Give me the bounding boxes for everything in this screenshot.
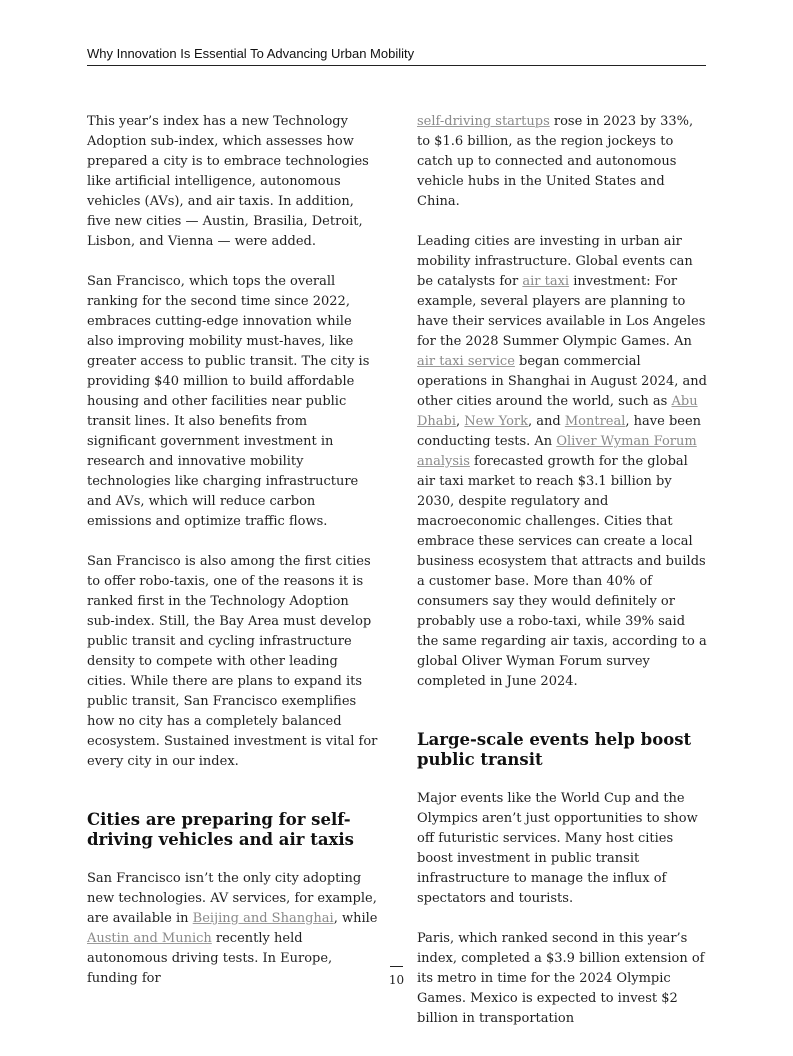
link-beijing-shanghai[interactable]: Beijing and Shanghai [192, 911, 334, 926]
paragraph: Paris, which ranked second in this year’s index, completed a $3.9 billion extension of its metro in time for the 2024 Olympic Games. Mexico is expected to invest $2 billion in transportation [417, 931, 705, 1026]
page-footer [0, 966, 793, 987]
paragraph: Major events like the World Cup and the Olympics aren’t just opportunities to show off futuristic services. Many host cities boost investment in public transit infrastructure to manage the influx of spectators and tourists. [417, 791, 698, 906]
paragraph: San Francisco is also among the first cities to offer robo-taxis, one of the reasons it is ranked first in the Technology Adoption sub-index. Still, the Bay Area must develop public transit and cycling infrastructure density to compete with other leading cities. While there are plans to expand its public transit, San Francisco exemplifies how no city has a completely balanced ecosystem. Sustained investment is vital for every city in our index. [87, 554, 378, 769]
footer-rule [390, 966, 403, 967]
text: recently held autonomous driving tests. In Europe, funding for [87, 931, 333, 986]
text: San Francisco isn’t the only city adopting new technologies. AV services, for example, are available in [87, 871, 377, 926]
text: rose in 2023 by 33%, to $1.6 billion, as the region jockeys to catch up to connected and autonomous vehicle hubs in the United States and China. [417, 114, 694, 209]
link-austin-munich[interactable]: Austin and Munich [87, 931, 212, 946]
paragraph [417, 112, 709, 212]
text: , while [333, 911, 378, 926]
running-header: Why Innovation Is Essential To Advancing Urban Mobility [87, 46, 706, 66]
text: , have been conducting tests. An [417, 414, 702, 449]
text: investment: For example, several players are planning to have their services available in Los Angeles for the 2028 Summer Olympic Games. An [417, 274, 706, 349]
link-air-taxi[interactable]: air taxi [522, 274, 570, 289]
link-self-driving-startups[interactable]: self-driving startups [417, 114, 550, 129]
link-oliver-wyman-forum-analysis[interactable]: Oliver Wyman Forum analysis [417, 434, 697, 469]
text: forecasted growth for the global air taxi market to reach $3.1 billion by 2030, despite regulatory and macroeconomic challenges. Cities that embrace these services can create a local business ecosystem that attracts and builds a customer base. More than 40% of consumers say they would definitely or probably use a robo-taxi, while 39% said the same regarding air taxis, according to a global Oliver Wyman Forum survey completed in June 2024. [417, 454, 707, 689]
paragraph: San Francisco, which tops the overall ranking for the second time since 2022, embraces cutting-edge innovation while also improving mobility must-haves, like greater access to public transit. The city is providing $40 million to build affordable housing and other facilities near public transit lines. It also benefits from significant government investment in research and innovative mobility technologies like charging infrastructure and AVs, which will reduce carbon emissions and optimize traffic flows. [87, 274, 370, 529]
link-air-taxi-service[interactable]: air taxi service [417, 354, 515, 369]
page-number: 10 [388, 973, 405, 987]
text: , [456, 414, 465, 429]
section-heading: Large-scale events help boost public transit [417, 730, 692, 769]
text: Leading cities are investing in urban air mobility infrastructure. Global events can be catalysts for [417, 234, 693, 289]
text: began commercial operations in Shanghai in August 2024, and other cities around the world, such as [417, 354, 707, 409]
link-montreal[interactable]: Montreal [564, 414, 626, 429]
paragraph [417, 232, 709, 692]
link-abu-dhabi[interactable]: Abu Dhabi [417, 394, 698, 429]
text: , and [528, 414, 565, 429]
paragraph: This year’s index has a new Technology Adoption sub-index, which assesses how prepared a city is to embrace technologies like artificial intelligence, autonomous vehicles (AVs), and air taxis. In addition, five new cities — Austin, Brasilia, Detroit, Lisbon, and Vienna — were added. [87, 114, 369, 249]
left-column [87, 112, 379, 1009]
link-new-york[interactable]: New York [464, 414, 528, 429]
right-column [417, 112, 709, 1049]
section-heading: Cities are preparing for self-driving vehicles and air taxis [87, 810, 354, 849]
